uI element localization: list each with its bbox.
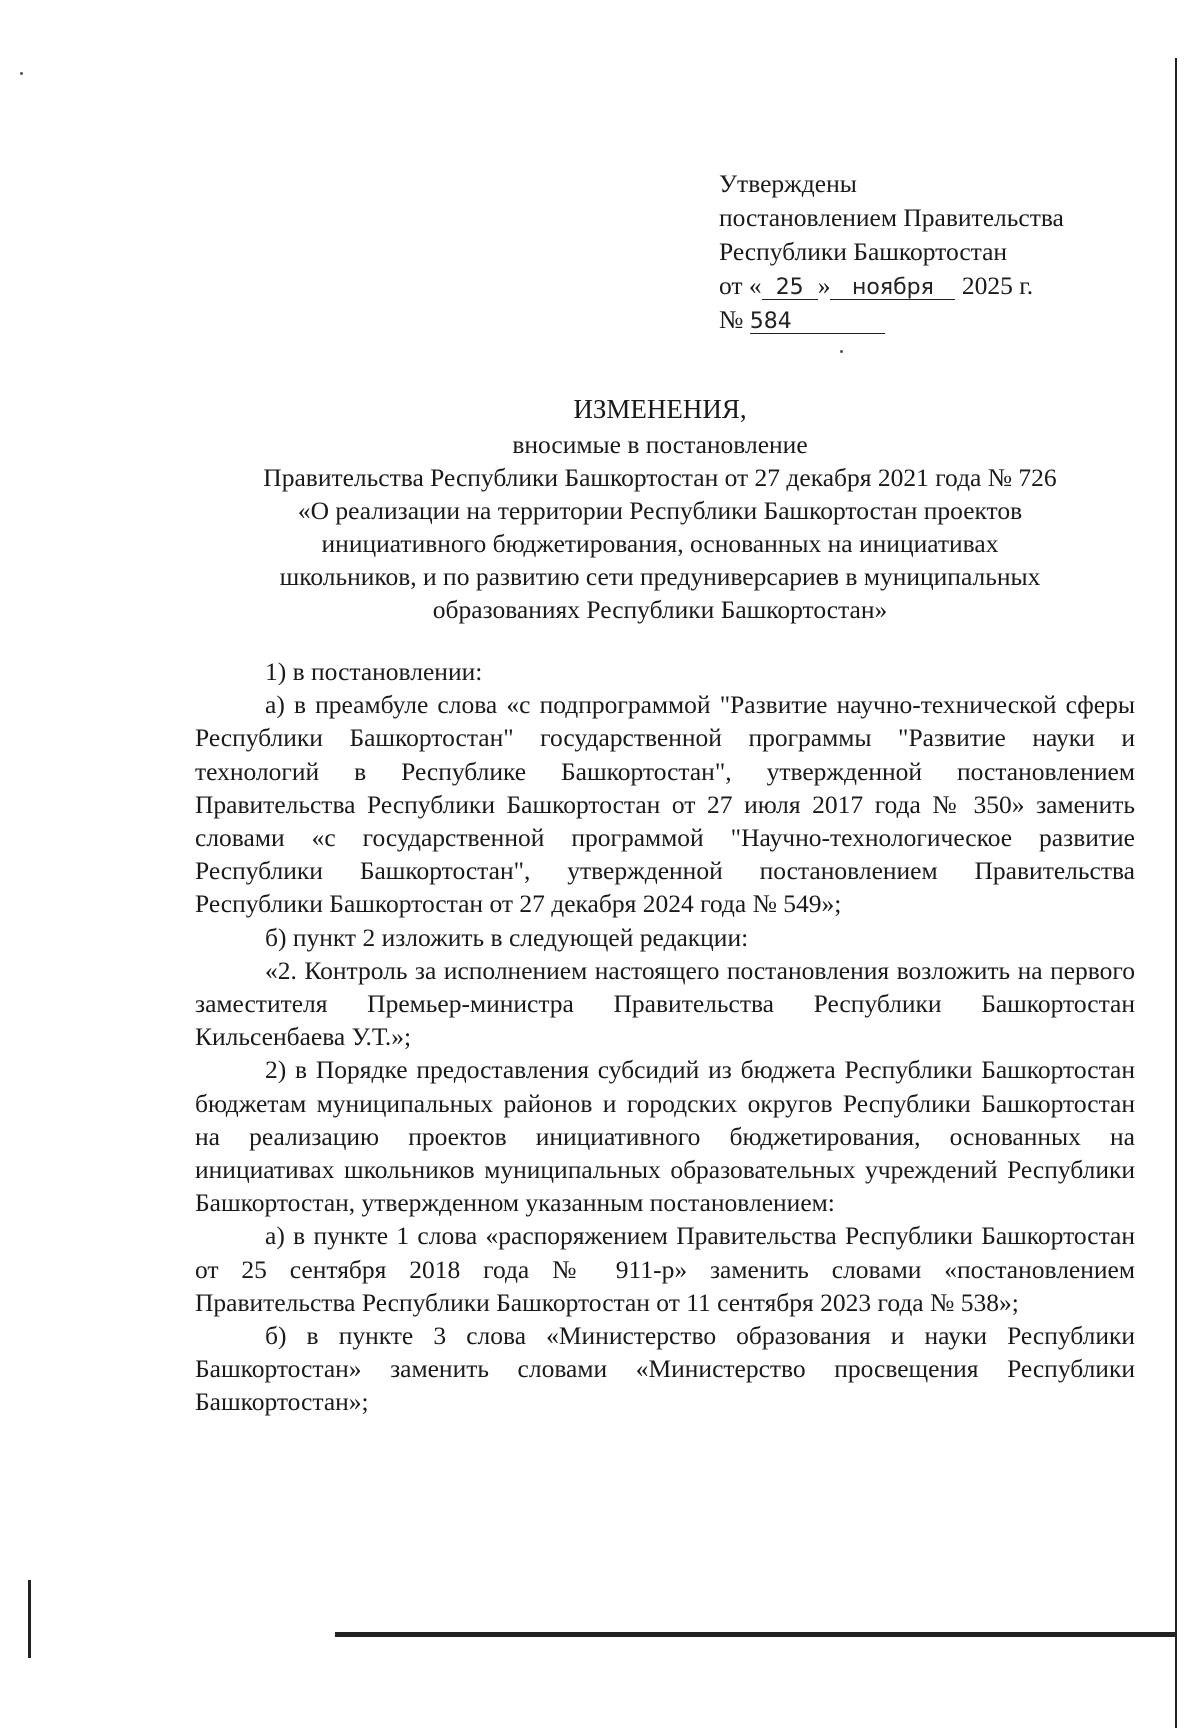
date-year: 2025 г. bbox=[961, 271, 1034, 300]
paragraph-2: а) в преамбуле слова «с подпрограммой "Развитие научно-технической сферы Республики Башкортостан" государственной программы "Развитие науки и технологий в Республике Башкортостан", утвержденной постановлением Правительства Республики Башкортостан от 27 июля 2017 года № 350» заменить словами «с государственной программой "Научно-технологическое развитие Республики Башкортостан", утвержденной постановлением Правительства Республики Башкортостан от 27 декабря 2024 года № 549»; bbox=[195, 690, 1135, 919]
document-title bbox=[190, 393, 1130, 626]
scan-edge-left bbox=[28, 1580, 31, 1658]
document-body bbox=[195, 655, 1135, 1419]
date-mid: » bbox=[817, 271, 831, 300]
paragraph-1: 1) в постановлении: bbox=[265, 657, 483, 686]
date-month: ноября bbox=[830, 277, 955, 300]
approval-stamp-block bbox=[719, 167, 1139, 337]
paragraph-4: «2. Контроль за исполнением настоящего постановления возложить на первого заместителя Премьер-министра Правительства Республики Башкортостан Кильсенбаева У.Т.»; bbox=[195, 955, 1135, 1052]
date-prefix: от « bbox=[719, 271, 762, 300]
scan-speck bbox=[20, 72, 23, 75]
document-number: 584 bbox=[750, 311, 885, 334]
title-line-1: вносимые в постановление bbox=[512, 430, 808, 459]
scan-bottom-edge bbox=[335, 1632, 1175, 1637]
date-day: 25 bbox=[762, 277, 818, 300]
title-line-5: школьников, и по развитию сети предуниверсариев в муниципальных bbox=[279, 562, 1041, 591]
paragraph-6: а) в пункте 1 слова «распоряжением Правительства Республики Башкортостан от 25 сентября 2018 года № 911-р» заменить словами «постановлением Правительства Республики Башкортостан от 11 сентября 2023 года № 538»; bbox=[195, 1221, 1135, 1317]
number-prefix: № bbox=[719, 305, 744, 334]
title-heading: ИЗМЕНЕНИЯ, bbox=[573, 394, 747, 424]
paragraph-5: 2) в Порядке предоставления субсидий из бюджета Республики Башкортостан бюджетам муниципальных районов и городских округов Республики Башкортостан на реализацию проектов инициативного бюджетирования, основанных на инициативах школьников муниципальных образовательных учреждений Республики Башкортостан, утвержденном указанным постановлением: bbox=[195, 1055, 1135, 1218]
paragraph-3: б) пункт 2 изложить в следующей редакции: bbox=[265, 922, 749, 952]
approval-line-3: Республики Башкортостан bbox=[719, 237, 1008, 266]
title-line-4: инициативного бюджетирования, основанных на инициативах bbox=[321, 529, 999, 558]
title-line-2: Правительства Республики Башкортостан от 27 декабря 2021 года № 726 bbox=[263, 463, 1057, 492]
approval-number-line bbox=[719, 303, 1139, 337]
title-line-3: «О реализации на территории Республики Башкортостан проектов bbox=[297, 496, 1023, 525]
scan-speck bbox=[840, 350, 843, 353]
approval-line-1: Утверждены bbox=[719, 169, 857, 198]
scan-edge-right bbox=[1175, 58, 1177, 1728]
paragraph-7: б) в пункте 3 слова «Министерство образования и науки Республики Башкортостан» заменить словами «Министерство просвещения Республики Башкортостан»; bbox=[195, 1321, 1135, 1417]
approval-date-line bbox=[719, 269, 1139, 303]
approval-line-2: постановлением Правительства bbox=[719, 203, 1064, 232]
title-line-6: образованиях Республики Башкортостан» bbox=[432, 595, 888, 624]
